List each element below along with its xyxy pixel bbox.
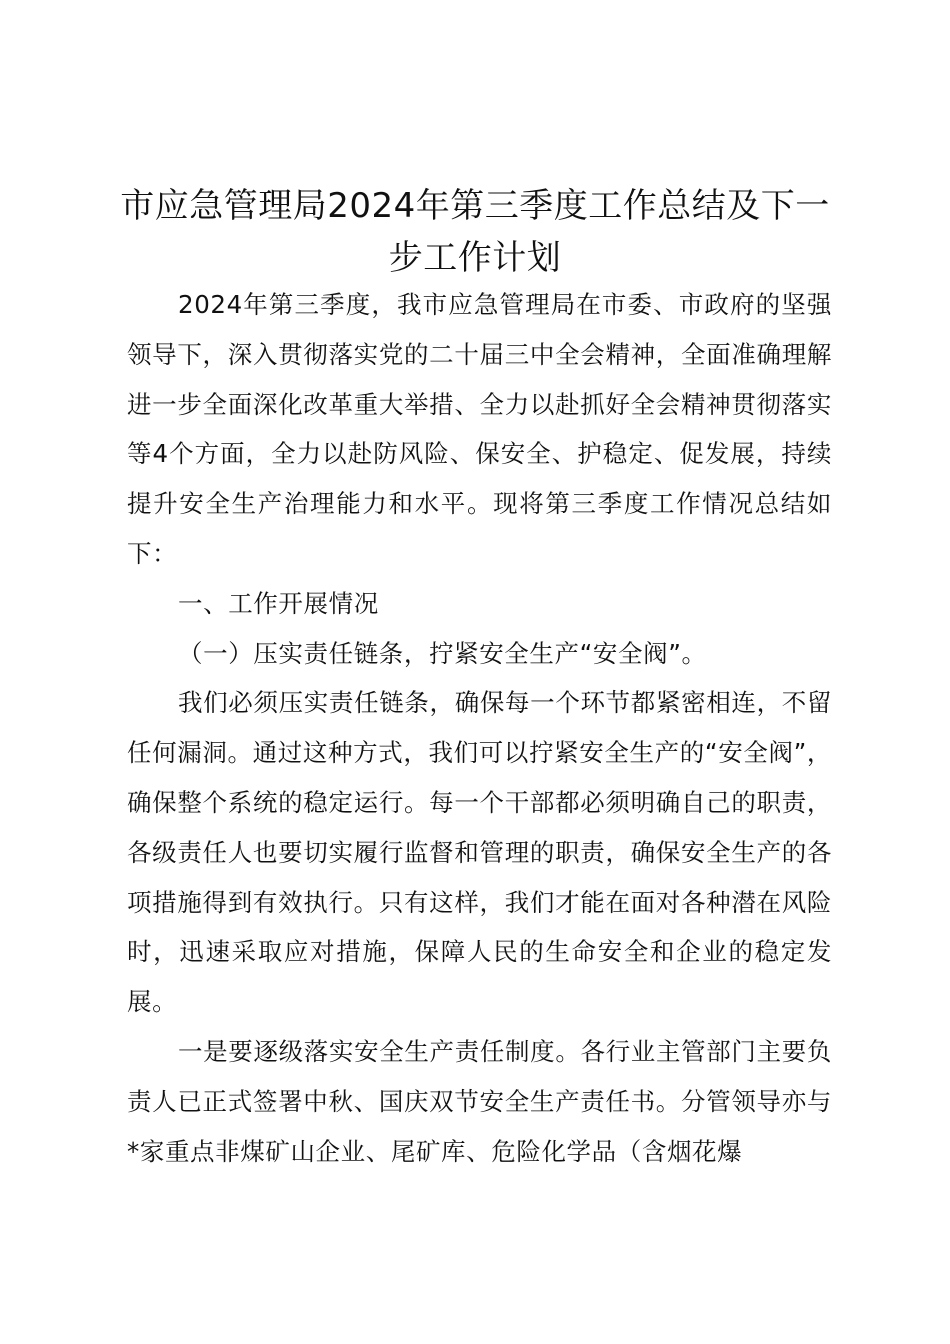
document-body [127,280,832,1176]
document-title: 市应急管理局2024年第三季度工作总结及下一步工作计划 [120,186,830,278]
subsection-heading: （一）压实责任链条，拧紧安全生产“安全阀”。 [178,638,707,668]
body-paragraph: 我们必须压实责任链条，确保每一个环节都紧密相连，不留任何漏洞。通过这种方式，我们可以拧紧安全生产的“安全阀”，确保整个系统的稳定运行。每一个干部都必须明确自己的职责，各级责任人也要切实履行监督和管理的职责，确保安全生产的各项措施得到有效执行。只有这样，我们才能在面对各种潜在风险时，迅速采取应对措施，保障人民的生命安全和企业的稳定发展。 [127,688,832,1017]
section-heading: 一、工作开展情况 [178,588,379,618]
intro-paragraph: 2024年第三季度，我市应急管理局在市委、市政府的坚强领导下，深入贯彻落实党的二十届三中全会精神，全面准确理解进一步全面深化改革重大举措、全力以赴抓好全会精神贯彻落实等4个方面，全力以赴防风险、保安全、护稳定、促发展，持续提升安全生产治理能力和水平。现将第三季度工作情况总结如下： [127,290,832,568]
body-paragraph: 一是要逐级落实安全生产责任制度。各行业主管部门主要负责人已正式签署中秋、国庆双节安全生产责任书。分管领导亦与*家重点非煤矿山企业、尾矿库、危险化学品（含烟花爆 [127,1036,832,1166]
